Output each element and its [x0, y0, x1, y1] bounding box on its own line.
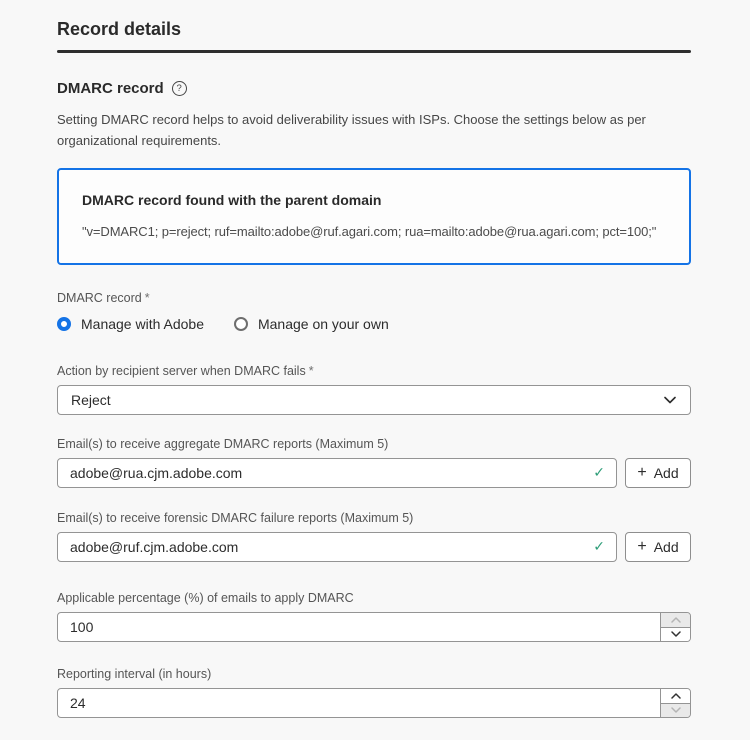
forensic-email-input[interactable]	[57, 532, 617, 562]
plus-icon: +	[637, 537, 647, 555]
forensic-email-input-wrap	[57, 532, 617, 562]
interval-stepper	[660, 689, 690, 717]
action-label-text: Action by recipient server when DMARC fails	[57, 364, 306, 378]
help-icon[interactable]: ?	[172, 81, 187, 96]
percentage-stepper	[660, 613, 690, 641]
required-asterisk: *	[144, 291, 150, 305]
aggregate-add-button[interactable]	[625, 458, 691, 488]
forensic-add-button[interactable]	[625, 532, 691, 562]
action-field-label	[57, 364, 691, 378]
select-value: Reject	[71, 392, 111, 408]
forensic-email-row	[57, 532, 691, 562]
valid-check-icon: ✓	[593, 464, 605, 481]
forensic-field-label: Email(s) to receive forensic DMARC failure reports (Maximum 5)	[57, 511, 414, 525]
plus-icon: +	[637, 463, 647, 481]
chevron-up-icon	[671, 617, 681, 623]
radio-manage-on-your-own-label: Manage on your own	[257, 316, 389, 332]
stepper-down-button[interactable]	[661, 704, 690, 718]
required-asterisk: *	[308, 364, 314, 378]
dmarc-heading-text: DMARC record	[57, 80, 164, 97]
infobox-title: DMARC record found with the parent domain	[82, 192, 382, 208]
add-button-label: Add	[653, 539, 679, 555]
radio-manage-on-your-own[interactable]	[234, 316, 389, 332]
percentage-number-field	[57, 612, 691, 642]
radio-manage-with-adobe[interactable]	[57, 316, 204, 332]
dmarc-record-field-label	[57, 291, 691, 305]
record-details-panel	[57, 0, 691, 718]
chevron-up-icon	[671, 693, 681, 699]
radio-selected-icon[interactable]	[57, 317, 71, 331]
dmarc-record-radio-group	[57, 316, 691, 332]
valid-check-icon: ✓	[593, 538, 605, 555]
chevron-down-icon	[664, 396, 676, 404]
title-divider	[57, 50, 691, 53]
infobox-record-value: "v=DMARC1; p=reject; ruf=mailto:adobe@ruf.agari.com; rua=mailto:adobe@rua.agari.com; pct=100;"	[82, 224, 657, 239]
dmarc-record-found-infobox	[57, 168, 691, 265]
interval-field-label: Reporting interval (in hours)	[57, 667, 212, 681]
interval-number-field	[57, 688, 691, 718]
stepper-up-button[interactable]	[661, 613, 690, 628]
chevron-down-icon	[671, 631, 681, 637]
aggregate-email-input[interactable]	[57, 458, 617, 488]
aggregate-field-label: Email(s) to receive aggregate DMARC reports (Maximum 5)	[57, 437, 389, 451]
dmarc-fail-action-select[interactable]	[57, 385, 691, 415]
aggregate-email-row	[57, 458, 691, 488]
stepper-down-button[interactable]	[661, 628, 690, 642]
interval-input[interactable]	[58, 689, 660, 717]
add-button-label: Add	[653, 465, 679, 481]
page-title: Record details	[57, 19, 182, 39]
percentage-input[interactable]	[58, 613, 660, 641]
radio-unselected-icon[interactable]	[234, 317, 248, 331]
radio-manage-with-adobe-label: Manage with Adobe	[81, 316, 204, 332]
percentage-field-label: Applicable percentage (%) of emails to apply DMARC	[57, 591, 354, 605]
chevron-down-icon	[671, 707, 681, 713]
dmarc-section-heading	[57, 80, 691, 97]
dmarc-record-label-text: DMARC record	[57, 291, 142, 305]
aggregate-email-input-wrap	[57, 458, 617, 488]
dmarc-description: Setting DMARC record helps to avoid deliverability issues with ISPs. Choose the settings below as per organizational requirements.	[57, 112, 646, 148]
stepper-up-button[interactable]	[661, 689, 690, 704]
